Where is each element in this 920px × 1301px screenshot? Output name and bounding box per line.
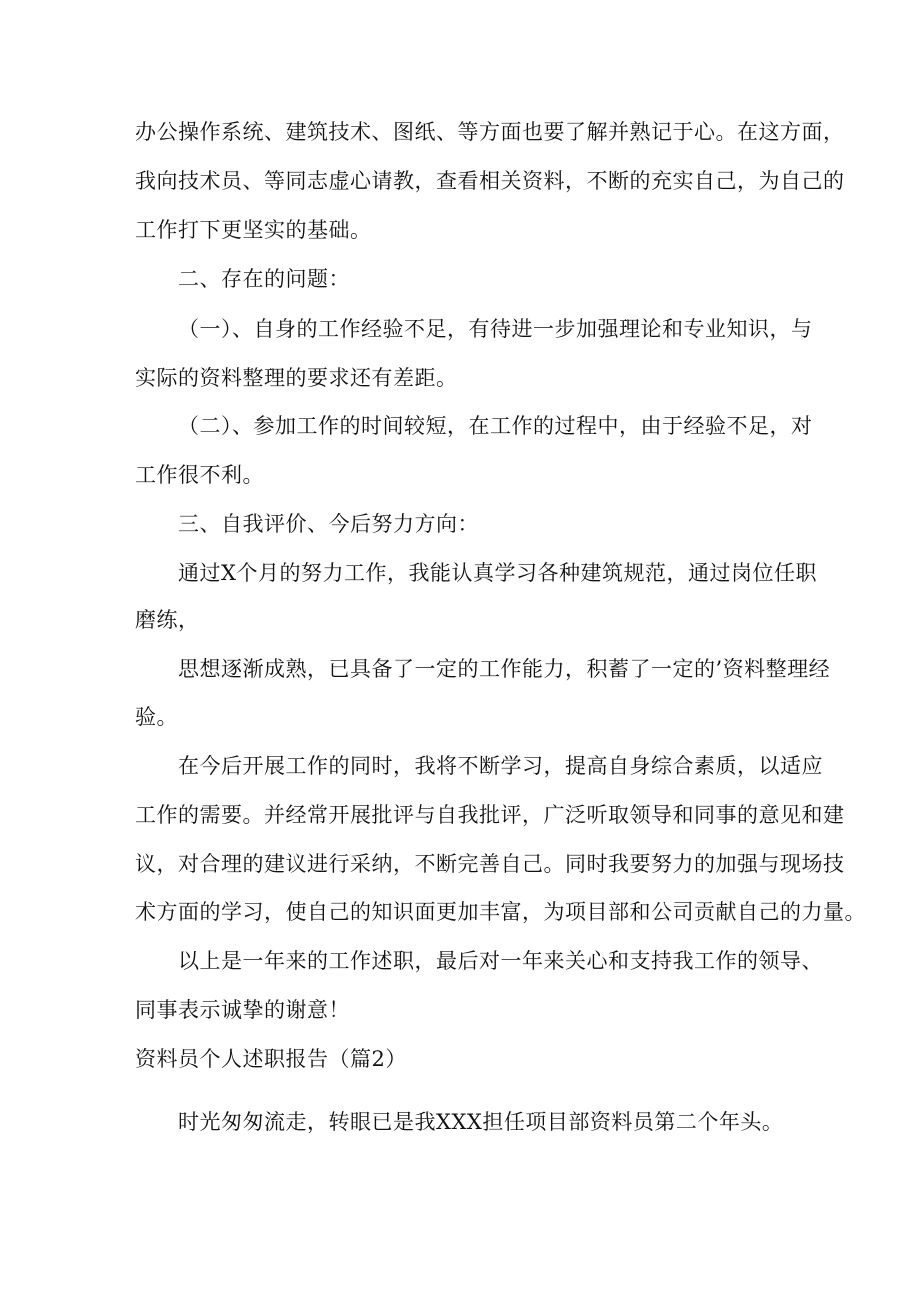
paragraph-line: 工作的需要。并经常开展批评与自我批评，广泛听取领导和同事的意见和建 xyxy=(135,803,845,827)
paragraph-line: 磨练， xyxy=(135,608,200,632)
paragraph-line: 在今后开展工作的同时，我将不断学习，提高自身综合素质，以适应 xyxy=(178,754,823,778)
paragraph-line: 办公操作系统、建筑技术、图纸、等方面也要了解并熟记于心。在这方面， xyxy=(135,120,845,144)
paragraph-line: 同事表示诚挚的谢意！ xyxy=(135,998,350,1022)
paragraph-line: 实际的资料整理的要求还有差距。 xyxy=(135,366,458,390)
paragraph-line: 以上是一年来的工作述职，最后对一年来关心和支持我工作的领导、 xyxy=(178,949,823,973)
paragraph-line: 工作很不利。 xyxy=(135,463,264,487)
paragraph-line: 验。 xyxy=(135,705,178,729)
paragraph-line: 时光匆匆流走，转眼已是我XXX担任项目部资料员第二个年头。 xyxy=(178,1110,784,1134)
paragraph-line: （二）、参加工作的时间较短，在工作的过程中，由于经验不足，对 xyxy=(178,414,813,438)
section-heading: 三、自我评价、今后努力方向： xyxy=(178,512,479,536)
section-heading: 二、存在的问题： xyxy=(178,267,350,291)
paragraph-line: 我向技术员、等同志虚心请教，查看相关资料，不断的充实自己，为自己的 xyxy=(135,169,845,193)
paragraph-line: 工作打下更坚实的基础。 xyxy=(135,218,372,242)
paragraph-line: 议，对合理的建议进行采纳，不断完善自己。同时我要努力的加强与现场技 xyxy=(135,852,845,876)
paragraph-line: 思想逐渐成熟，已具备了一定的工作能力，积蓄了一定的’资料整理经 xyxy=(178,657,831,681)
report-title: 资料员个人述职报告（篇2） xyxy=(135,1047,407,1071)
paragraph-line: 术方面的学习，使自己的知识面更加丰富，为项目部和公司贡献自己的力量。 xyxy=(135,900,866,924)
paragraph-line: （一）、自身的工作经验不足，有待进一步加强理论和专业知识，与 xyxy=(178,317,813,341)
paragraph-line: 通过X个月的努力工作，我能认真学习各种建筑规范，通过岗位任职 xyxy=(178,561,817,585)
